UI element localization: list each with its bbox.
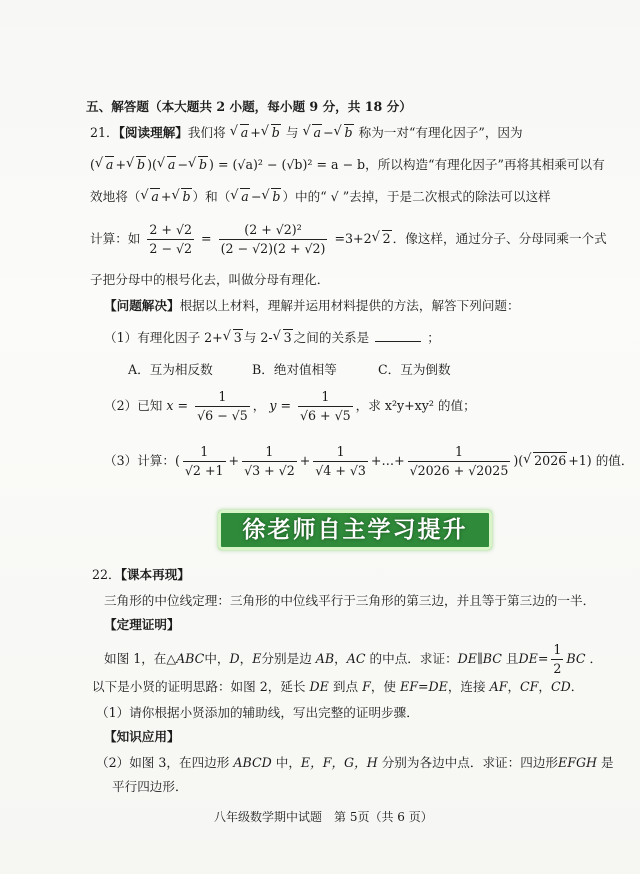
- q21-line-5: 子把分母中的根号化去，叫做分母有理化．: [90, 272, 330, 287]
- answer-blank[interactable]: [375, 341, 421, 342]
- promo-banner: [218, 510, 492, 550]
- q21-part-1: （1）有理化因子 2+√ 3 与 2-√ 3 之间的关系是 ；: [104, 329, 440, 347]
- q21-example: 计算：如 $\frac{2 + √2}{2 - √2}$ = $\frac{\text{(2 + √2)²}}{(2 - √2)(2 + √2)}$ =3+2√ 2 ．像这样，通过分子、分母同乘一个式: [90, 222, 607, 257]
- q21-line-1: 21．【阅读理解】我们将 √ a +√ b 与 √ a −√ b 称为一对“有理化因子”，因为: [90, 124, 523, 142]
- example-fraction-2: $\frac{\text{(2 + √2)²}}{(2 - √2)(2 + √2)}$: [220, 222, 326, 256]
- q21-line-3: 效地将（√ a +√ b ）和（√ a −√ b ）中的“ √ ”去掉，于是二次根式的除法可以这样: [90, 188, 551, 206]
- q22-part-1: （1）请你根据小贤添加的辅助线，写出完整的证明步骤．: [96, 705, 419, 720]
- proof-tag: 【定理证明】: [104, 617, 180, 632]
- page-footer: 八年级数学期中试题 第 5页（共 6 页）: [214, 810, 433, 824]
- reading-tag: 【阅读理解】: [118, 125, 188, 140]
- q22-part-2-cont: 平行四边形．: [112, 779, 188, 794]
- q21-part-3: （3）计算：( $\frac{1}{√2 +1}$ + $\frac{1}{√3 + √2}$ + $\frac{1}{√4 + √3}$ +…+ $\frac{1}{√2026 + √2025}$ )(√ 2026 +1) 的值．: [104, 444, 634, 479]
- q21-part-2: （2）已知 x = $\frac{1}{√6 - √5}$ ， y = $\frac{1}{√6 + √5}$ ，求 x²y+xy² 的值；: [104, 389, 476, 423]
- solve-heading: 【问题解决】根据以上材料，理解并运用材料提供的方法，解答下列问题：: [104, 298, 520, 313]
- q22-statement: 如图 1，在△ABC中，D，E分别是边 AB，AC 的中点．求证：DE∥BC 且DE= $\frac{1}{2}$ BC ．: [104, 642, 603, 676]
- q21-line-2: (√ a +√ b )(√ a −√ b ) = (√a)² − (√b)² = a − b，所以构造“有理化因子”再将其相乘可以有: [90, 156, 605, 174]
- q22-heading: 22．【课本再现】: [92, 567, 190, 582]
- q22-theorem: 三角形的中位线定理：三角形的中位线平行于三角形的第三边，并且等于第三边的一半．: [104, 593, 596, 608]
- example-fraction-1: $\frac{2 + √2}{2 - √2}$: [149, 222, 192, 256]
- q21-number: 21．: [90, 125, 119, 140]
- banner-text: 徐老师自主学习提升: [242, 517, 468, 543]
- option-c[interactable]: C．互为倒数: [378, 362, 451, 377]
- option-b[interactable]: B．绝对值相等: [252, 362, 337, 377]
- option-a[interactable]: A．互为相反数: [128, 362, 213, 377]
- section-title: 五、解答题（本大题共 2 小题，每小题 9 分，共 18 分）: [86, 99, 412, 114]
- q22-hint: 以下是小贤的证明思路：如图 2，延长 DE 到点 F，使 EF=DE，连接 AF，CF，CD．: [92, 679, 584, 694]
- application-tag: 【知识应用】: [104, 729, 180, 744]
- q22-part-2: （2）如图 3，在四边形 ABCD 中，E，F，G，H 分别为各边中点．求证：四边形EFGH 是: [96, 755, 614, 770]
